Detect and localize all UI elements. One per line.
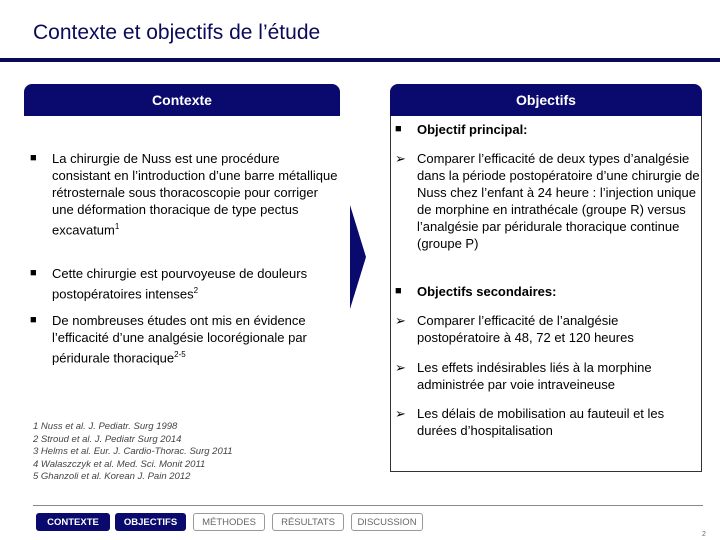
objectives-header: Objectifs — [390, 84, 702, 116]
reference: 2 Stroud et al. J. Pediatr Surg 2014 — [33, 433, 182, 445]
secondary-objective: ➢ Comparer l’efficacité de l’analgésie postopératoire à 48, 72 et 120 heures — [395, 313, 634, 345]
reference: 1 Nuss et al. J. Pediatr. Surg 1998 — [33, 421, 178, 432]
context-header: Contexte — [24, 84, 340, 116]
context-bullet: ■ De nombreuses études ont mis en évidence l’efficacité d’une analgésie locorégionale par péridurale thoracique$^{2-5}$ — [30, 313, 307, 366]
reference: 3 Helms et al. Eur. J. Cardio-Thorac. Surg 2011 — [33, 446, 233, 457]
chevron-arrow-icon — [350, 205, 366, 309]
square-bullet-icon: ■ — [30, 314, 37, 326]
footer-rule — [33, 505, 703, 506]
secondary-objectives-label: ■ Objectifs secondaires: — [395, 284, 557, 299]
nav-objectifs[interactable]: OBJECTIFS — [115, 513, 186, 531]
arrow-bullet-icon: ➢ — [395, 313, 406, 328]
square-bullet-icon: ■ — [30, 267, 37, 279]
references — [33, 421, 233, 484]
nav-contexte[interactable]: CONTEXTE — [36, 513, 110, 531]
primary-objective: ➢ Comparer l’efficacité de deux types d’analgésie dans la période postopératoire d’une chirurgie de Nuss chez l’enfant à 24 heure : l’injection unique de morphine en intrathécale (groupe R) versus l’analgésie par péridurale thoracique continue (groupe P) — [395, 151, 700, 251]
arrow-bullet-icon: ➢ — [395, 406, 406, 421]
arrow-bullet-icon: ➢ — [395, 360, 406, 375]
square-bullet-icon: ■ — [30, 152, 37, 164]
context-bullet: ■ Cette chirurgie est pourvoyeuse de douleurs postopératoires intenses$^2$ — [30, 266, 308, 302]
primary-objective-label: ■ Objectif principal: — [395, 122, 528, 137]
arrow-bullet-icon: ➢ — [395, 151, 406, 166]
page-number: 2 — [702, 531, 706, 538]
title-rule — [0, 58, 720, 62]
slide-title: Contexte et objectifs de l’étude — [33, 21, 321, 44]
secondary-objective: ➢ Les effets indésirables liés à la morphine administrée par voie intraveineuse — [395, 360, 652, 392]
reference: 4 Walaszczyk et al. Med. Sci. Monit 2011 — [33, 458, 206, 470]
context-bullet: ■ La chirurgie de Nuss est une procédure consistant en l’introduction d’une barre métallique rétrosternale sous thoracoscopie pour corriger une déformation thoracique de type pectus excavatum$^1$ — [30, 151, 338, 238]
square-bullet-icon: ■ — [395, 123, 402, 135]
square-bullet-icon: ■ — [395, 285, 402, 297]
nav-discussion[interactable]: DISCUSSION — [351, 513, 423, 531]
secondary-objective: ➢ Les délais de mobilisation au fauteuil et les durées d’hospitalisation — [395, 406, 665, 438]
nav-methodes[interactable]: MÉTHODES — [193, 513, 265, 531]
reference: 5 Ghanzoli et al. Korean J. Pain 2012 — [33, 471, 191, 482]
nav-resultats[interactable]: RÉSULTATS — [272, 513, 344, 531]
